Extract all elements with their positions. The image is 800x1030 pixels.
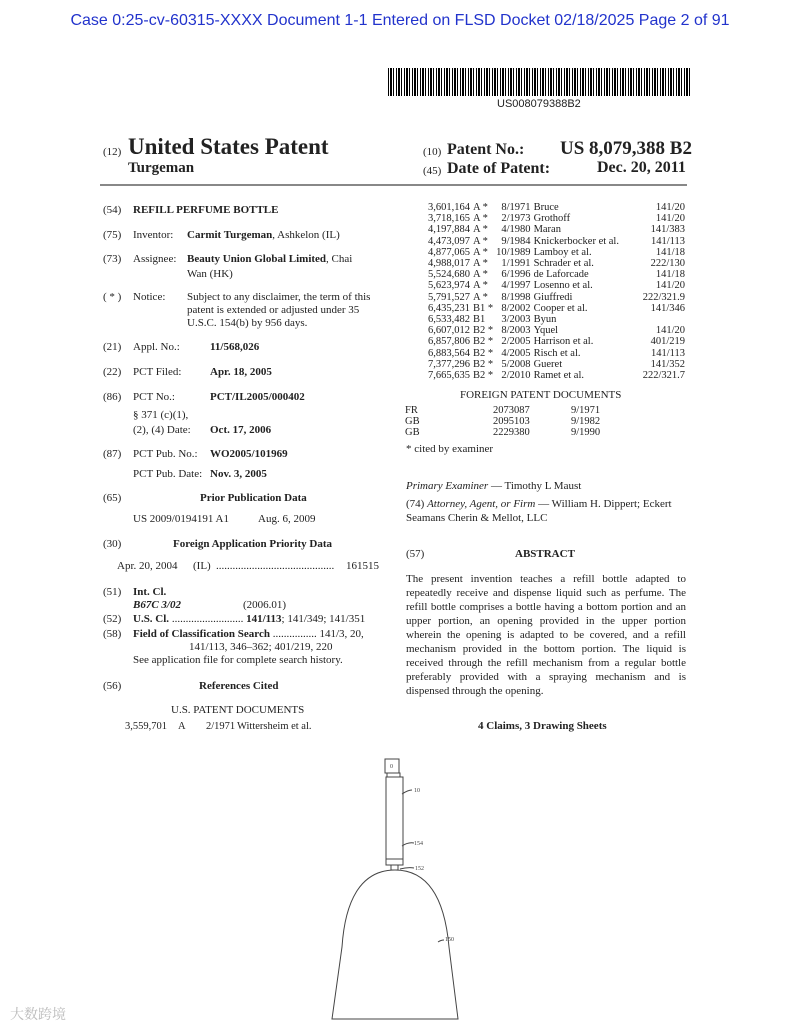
reference-row <box>428 303 688 314</box>
reference-row <box>428 325 688 336</box>
ref-number: 4,197,884 <box>428 224 470 236</box>
code: (65) <box>103 492 122 504</box>
ref-inventor: de Laforcade <box>533 269 589 281</box>
doc-date: 9/1990 <box>571 427 601 439</box>
ref-date: 6/1996 <box>501 269 531 281</box>
reference-row <box>428 280 688 291</box>
ref-inventor: Risch et al. <box>533 347 581 359</box>
section-subheading: U.S. PATENT DOCUMENTS <box>171 704 305 716</box>
label: Appl. No.: <box>133 341 180 353</box>
ref-date: 10/1989 <box>496 246 531 258</box>
ref-inventor: Lamboy et al. <box>533 246 592 258</box>
code: (56) <box>103 680 122 692</box>
ref-date: 2/2005 <box>501 336 531 348</box>
ref-class: 141/352 <box>650 358 685 370</box>
ref-inventor: Ramet et al. <box>533 370 585 382</box>
ref-date: 3/2003 <box>501 314 531 326</box>
label: PCT Filed: <box>133 366 182 378</box>
priority-date: Apr. 20, 2004 <box>117 560 178 572</box>
search-classes: 141/3, 20, <box>319 628 364 640</box>
ref-inventor: Bruce <box>533 202 559 213</box>
barcode-number: US008079388B2 <box>497 98 581 110</box>
section-subheading: FOREIGN PATENT DOCUMENTS <box>460 389 622 401</box>
appl-no: 11/568,026 <box>210 341 260 353</box>
ref-date: 2/1973 <box>501 213 531 225</box>
ref-inventor: Knickerbocker et al. <box>533 235 619 247</box>
patent-drawing <box>330 752 480 1027</box>
reference-row <box>428 314 688 325</box>
patent-no-label: Patent No.: <box>447 141 525 158</box>
ref-number: 7,665,635 <box>428 370 470 382</box>
svg-text:0: 0 <box>390 764 393 770</box>
ref-number: 4,877,065 <box>428 246 470 258</box>
attorney-name: — William H. Dippert; Eckert <box>538 498 672 510</box>
pct-pub-no: WO2005/101969 <box>210 448 288 460</box>
ref-kind: A * <box>473 291 488 303</box>
ref-class: 141/20 <box>655 202 685 213</box>
label: Notice: <box>133 291 166 303</box>
priority-country: (IL) <box>193 560 211 572</box>
foreign-references-table <box>405 405 614 439</box>
ref-date: 4/1997 <box>501 280 531 292</box>
ref-date: 8/1971 <box>501 202 531 213</box>
priority-number: 161515 <box>346 560 379 572</box>
label: PCT No.: <box>133 391 175 403</box>
ref-kind: A * <box>473 280 488 292</box>
patent-date: Dec. 20, 2011 <box>597 159 686 176</box>
label: Assignee: <box>133 253 177 265</box>
ref-number: 6,533,482 <box>428 314 470 326</box>
ref-kind: B1 <box>473 314 486 326</box>
foreign-reference-row <box>405 405 614 416</box>
code: (21) <box>103 341 122 353</box>
ref-number: 6,435,231 <box>428 302 470 314</box>
notice-text: U.S.C. 154(b) by 956 days. <box>187 317 308 329</box>
ref-class: 141/383 <box>650 224 685 236</box>
ref-inventor: Gueret <box>533 358 563 370</box>
ref-kind: B2 * <box>473 370 494 382</box>
ref-class <box>643 314 688 325</box>
ref-label: 152 <box>415 866 424 872</box>
ref-kind: B1 * <box>473 302 494 314</box>
inventor-location: , Ashkelon (IL) <box>272 229 340 241</box>
divider <box>100 184 687 186</box>
ref-kind: B2 * <box>473 347 494 359</box>
ref-class: 141/113 <box>650 235 685 247</box>
watermark-logo: 大数跨境 <box>10 1007 66 1023</box>
ref-number: 5,791,527 <box>428 291 470 303</box>
foreign-reference-row <box>405 416 614 427</box>
ref-kind: B2 * <box>473 336 494 348</box>
ref-number: 3,601,164 <box>428 202 470 213</box>
code: ( * ) <box>103 291 122 303</box>
inventor-short: Turgeman <box>128 160 195 176</box>
ref-date: 9/1984 <box>501 235 531 247</box>
reference-row <box>428 359 688 370</box>
ref-number: 3,559,701 <box>125 721 167 732</box>
code: (52) <box>103 613 122 625</box>
ref-date: 1/1991 <box>501 258 531 270</box>
label: Inventor: <box>133 229 174 241</box>
reference-row <box>428 269 688 280</box>
section-heading: Foreign Application Priority Data <box>173 538 332 550</box>
ref-kind: A * <box>473 258 488 270</box>
code: (73) <box>103 253 122 265</box>
code: (22) <box>103 366 122 378</box>
us-class-main: 141/113 <box>246 613 282 625</box>
inventor-name: Carmit Turgeman <box>187 229 273 241</box>
ref-kind: B2 * <box>473 358 494 370</box>
ref-kind: A * <box>473 213 488 225</box>
code: (57) <box>406 548 425 560</box>
ref-label: 154 <box>414 841 423 847</box>
ref-number: 5,623,974 <box>428 280 470 292</box>
foreign-reference-row <box>405 427 614 438</box>
ref-kind: A * <box>473 224 488 236</box>
document-title: United States Patent <box>128 134 329 159</box>
ref-inventor: Maran <box>533 224 561 236</box>
notice-text: Subject to any disclaimer, the term of this <box>187 291 371 303</box>
ref-inventor: Byun <box>533 314 557 326</box>
label: Int. Cl. <box>133 586 167 598</box>
country: GB <box>405 416 420 428</box>
code: (87) <box>103 448 122 460</box>
us-class <box>133 613 365 625</box>
attorney-firm: Seamans Cherin & Mellot, LLC <box>406 512 548 524</box>
leader-dots: .......................... <box>171 613 244 625</box>
leader-dots: ................ <box>272 628 317 640</box>
label: PCT Pub. Date: <box>133 468 203 480</box>
label: Field of Classification Search <box>133 628 270 640</box>
code: (86) <box>103 391 122 403</box>
ref-label: 10 <box>414 788 420 794</box>
code: (54) <box>103 204 122 216</box>
country: GB <box>405 427 420 439</box>
ref-inventor: Schrader et al. <box>533 258 594 270</box>
prior-pub-date: Aug. 6, 2009 <box>258 513 316 525</box>
ref-date: 8/2002 <box>501 302 531 314</box>
int-class-version: (2006.01) <box>243 599 287 611</box>
us-references-table <box>428 202 688 381</box>
date-label: Date of Patent: <box>447 160 551 177</box>
abstract-heading: ABSTRACT <box>515 548 575 560</box>
ref-class: 222/321.9 <box>642 291 685 303</box>
reference-row <box>428 258 688 269</box>
reference-row <box>428 202 688 213</box>
label: § 371 (c)(1), <box>133 409 189 421</box>
field-of-search <box>133 628 364 640</box>
claims-summary: 4 Claims, 3 Drawing Sheets <box>478 720 607 732</box>
cited-note: * cited by examiner <box>406 443 494 455</box>
ref-inventor: Losenno et al. <box>533 280 593 292</box>
assignee-name: Beauty Union Global Limited <box>187 253 327 265</box>
code: (45) <box>423 165 442 177</box>
int-class: B67C 3/02 <box>133 599 181 611</box>
reference-row <box>428 292 688 303</box>
vial-base <box>386 859 403 865</box>
ref-number: 4,988,017 <box>428 258 470 270</box>
ref-class: 222/321.7 <box>642 370 685 382</box>
ref-label: 150 <box>445 937 454 943</box>
doc-number: 2073087 <box>493 405 530 416</box>
examiner-name: — Timothy L Maust <box>490 480 582 492</box>
country: FR <box>405 405 418 416</box>
ref-inventor: Yquel <box>533 325 559 337</box>
ref-kind: A * <box>473 235 488 247</box>
ref-class: 141/20 <box>655 325 685 337</box>
label: PCT Pub. No.: <box>133 448 198 460</box>
label: U.S. Cl. <box>133 613 170 625</box>
code: (58) <box>103 628 122 640</box>
code: (10) <box>423 146 442 158</box>
ref-class: 141/346 <box>650 302 685 314</box>
bottle-body <box>332 870 458 1019</box>
ref-date: 8/2003 <box>501 325 531 337</box>
ref-kind: A * <box>473 202 488 213</box>
doc-date: 9/1982 <box>571 416 601 428</box>
doc-number: 2229380 <box>493 427 530 439</box>
invention-title: REFILL PERFUME BOTTLE <box>133 204 279 216</box>
search-note: See application file for complete search history. <box>133 654 343 666</box>
barcode <box>388 68 690 96</box>
inventor <box>187 229 340 241</box>
leader-dots: ........................................... <box>216 560 335 572</box>
ref-date: 4/1980 <box>501 224 531 236</box>
ref-class: 141/20 <box>655 213 685 225</box>
reference-row <box>428 348 688 359</box>
docket-header: Case 0:25-cv-60315-XXXX Document 1-1 Entered on FLSD Docket 02/18/2025 Page 2 of 91 <box>70 12 730 29</box>
section-heading: References Cited <box>199 680 279 692</box>
code: (51) <box>103 586 122 598</box>
doc-number: 2095103 <box>493 416 530 428</box>
ref-kind: B2 * <box>473 325 494 337</box>
ref-inventor: Giuffredi <box>533 291 573 303</box>
code: (75) <box>103 229 122 241</box>
code: (74) <box>406 498 425 510</box>
reference-row <box>428 224 688 235</box>
prior-pub: US 2009/0194191 A1 <box>133 513 229 525</box>
reference-row <box>428 247 688 258</box>
ref-date: 4/2005 <box>501 347 531 359</box>
label: Primary Examiner <box>406 480 489 492</box>
code: (30) <box>103 538 122 550</box>
nozzle <box>387 773 400 777</box>
ref-number: 5,524,680 <box>428 269 470 281</box>
ref-number: 4,473,097 <box>428 235 470 247</box>
ref-number: 6,857,806 <box>428 336 470 348</box>
refill-valve <box>391 865 398 870</box>
ref-class: 222/130 <box>650 258 685 270</box>
assignee-location: , Chai <box>326 253 353 265</box>
ref-inventor: Grothoff <box>533 213 571 225</box>
reference-row <box>428 336 688 347</box>
ref-kind: A * <box>473 269 488 281</box>
label: Attorney, Agent, or Firm <box>427 498 536 510</box>
attorney <box>406 498 672 510</box>
ref-kind: A <box>178 721 186 732</box>
ref-class: 401/219 <box>650 336 685 348</box>
reference-row <box>428 236 688 247</box>
ref-class: 141/20 <box>655 280 685 292</box>
label: (2), (4) Date: <box>133 424 191 436</box>
ref-inventor: Harrison et al. <box>533 336 594 348</box>
us-class-other: ; 141/349; 141/351 <box>281 613 366 625</box>
code: (12) <box>103 146 122 158</box>
ref-date: 5/2008 <box>501 358 531 370</box>
ref-number: 6,607,012 <box>428 325 470 337</box>
ref-class: 141/113 <box>650 347 685 359</box>
ref-date: 2/1971 <box>206 721 236 732</box>
ref-number: 7,377,296 <box>428 358 470 370</box>
ref-class: 141/18 <box>655 269 685 281</box>
assignee-line2: Wan (HK) <box>187 268 233 280</box>
ref-kind: A * <box>473 246 488 258</box>
reference-row <box>428 370 688 381</box>
abstract-text: The present invention teaches a refill bottle adapted to repeatedly receive and dispense liquid such as perfume. The refill bottle comprises a bottle having a bottom portion and an upper portion, an opening provided in the upper portion wherein the opening is adapted to be covered, and a refill mechanism provided in the bottom portion. The liquid is received through the refill mechanism from a regular bottle preferably provided with a spraying mechanism and is dispensed through the opening. <box>406 573 686 697</box>
reference-row <box>428 213 688 224</box>
ref-date: 2/2010 <box>501 370 531 382</box>
ref-class: 141/18 <box>655 246 685 258</box>
pct-pub-date: Nov. 3, 2005 <box>210 468 267 480</box>
ref-inventor: Wittersheim et al. <box>237 721 312 732</box>
ref-date: 8/1998 <box>501 291 531 303</box>
assignee <box>187 253 352 265</box>
notice-text: patent is extended or adjusted under 35 <box>187 304 360 316</box>
ref-number: 6,883,564 <box>428 347 470 359</box>
pct-no: PCT/IL2005/000402 <box>210 391 305 403</box>
section-heading: Prior Publication Data <box>200 492 307 504</box>
ref-inventor: Cooper et al. <box>533 302 588 314</box>
primary-examiner <box>406 480 581 492</box>
s371-date: Oct. 17, 2006 <box>210 424 272 436</box>
refill-vial <box>386 777 403 859</box>
search-classes: 141/113, 346–362; 401/219, 220 <box>189 641 333 653</box>
pct-filed: Apr. 18, 2005 <box>210 366 272 378</box>
doc-date: 9/1971 <box>571 405 601 416</box>
ref-number: 3,718,165 <box>428 213 470 225</box>
patent-number: US 8,079,388 B2 <box>560 138 692 159</box>
